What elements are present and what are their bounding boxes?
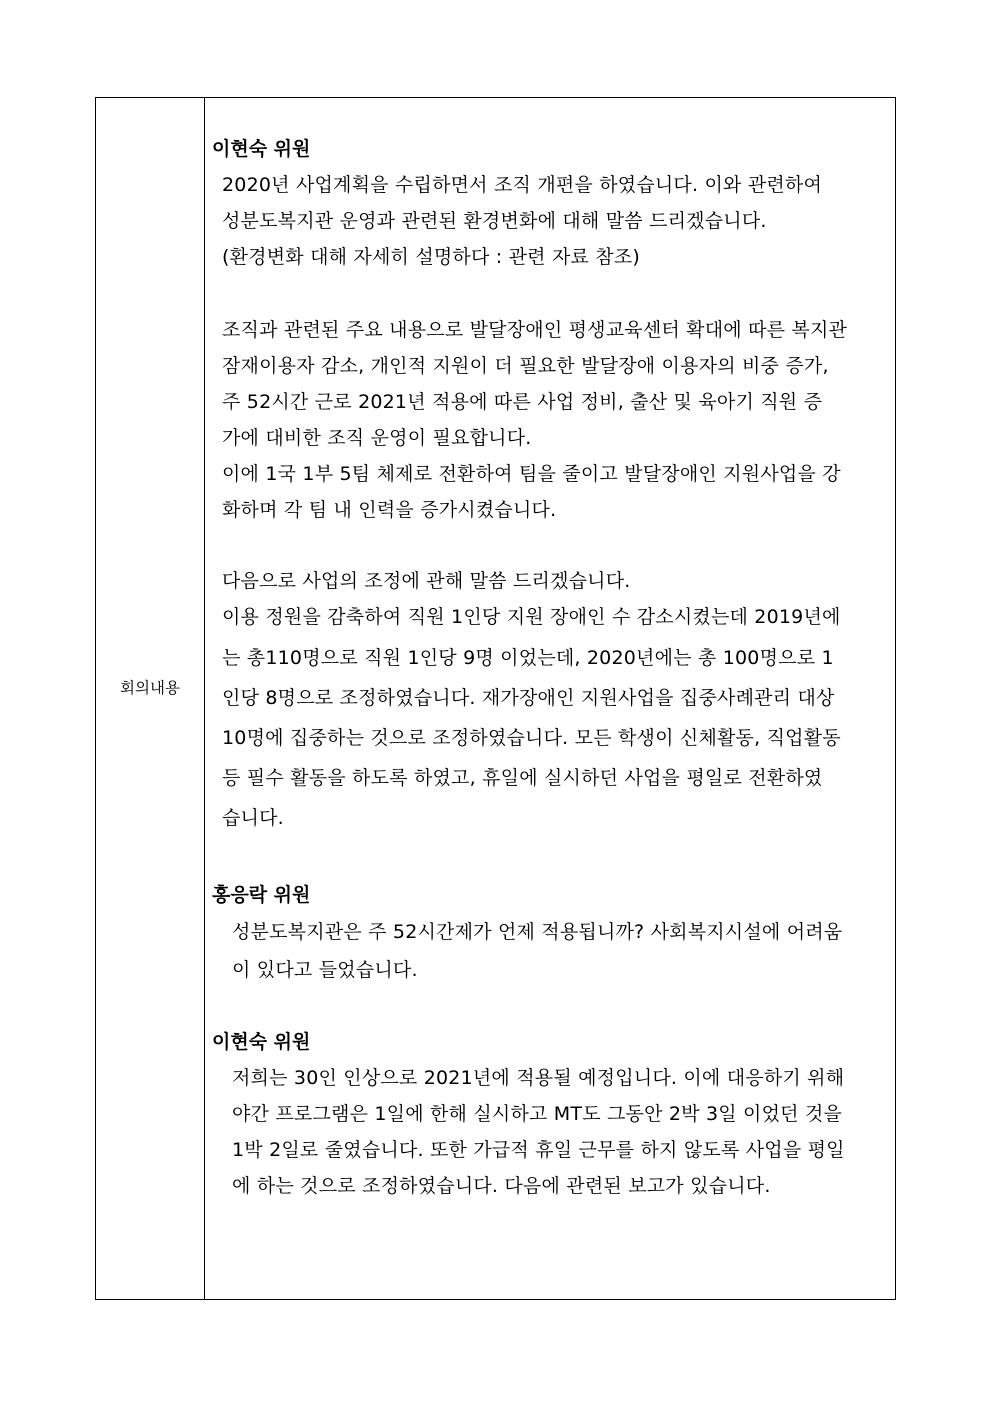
- speaker-name: 홍응락 위원: [212, 884, 311, 906]
- row-label: 회의내용: [120, 679, 180, 697]
- speaker-name: 이현숙 위원: [212, 138, 311, 160]
- text-line: 저희는 30인 인상으로 2021년에 적용될 예정입니다. 이에 대응하기 위해: [232, 1067, 845, 1089]
- text-line: 이에 1국 1부 5팀 체제로 전환하여 팀을 줄이고 발달장애인 지원사업을 강: [222, 463, 841, 485]
- minutes-content: [96, 98, 897, 1299]
- text-line: 1박 2일로 줄였습니다. 또한 가급적 휴일 근무를 하지 않도록 사업을 평일: [232, 1139, 845, 1161]
- text-line: 에 하는 것으로 조정하였습니다. 다음에 관련된 보고가 있습니다.: [232, 1175, 771, 1197]
- text-line: 주 52시간 근로 2021년 적용에 따른 사업 정비, 출산 및 육아기 직원 증: [222, 391, 823, 413]
- text-line: 성분도복지관 운영과 관련된 환경변화에 대해 말씀 드리겠습니다.: [222, 210, 767, 232]
- text-line: 2020년 사업계획을 수립하면서 조직 개편을 하였습니다. 이와 관련하여: [222, 174, 823, 196]
- text-line: 가에 대비한 조직 운영이 필요합니다.: [222, 427, 532, 449]
- text-line: 이 있다고 들었습니다.: [232, 959, 418, 981]
- minutes-table: [95, 97, 896, 1300]
- text-line: 이용 정원을 감축하여 직원 1인당 지원 장애인 수 감소시켰는데 2019년에: [222, 606, 841, 628]
- text-line: 는 총110명으로 직원 1인당 9명 이었는데, 2020년에는 총 100명으로 1: [222, 647, 834, 669]
- text-line: 야간 프로그램은 1일에 한해 실시하고 MT도 그동안 2박 3일 이었던 것을: [232, 1103, 843, 1125]
- text-line: 조직과 관련된 주요 내용으로 발달장애인 평생교육센터 확대에 따른 복지관: [222, 319, 848, 341]
- text-line: 인당 8명으로 조정하였습니다. 재가장애인 지원사업을 집중사례관리 대상: [222, 687, 835, 709]
- text-line: 잠재이용자 감소, 개인적 지원이 더 필요한 발달장애 이용자의 비중 증가,: [222, 355, 829, 377]
- speaker-name: 이현숙 위원: [212, 1031, 311, 1053]
- text-line: 화하며 각 팀 내 인력을 증가시켰습니다.: [222, 499, 557, 521]
- text-line: 10명에 집중하는 것으로 조정하였습니다. 모든 학생이 신체활동, 직업활동: [222, 727, 841, 749]
- text-line: 성분도복지관은 주 52시간제가 언제 적용됩니까? 사회복지시설에 어려움: [232, 921, 843, 943]
- text-line: 습니다.: [222, 807, 284, 829]
- text-line: 등 필수 활동을 하도록 하였고, 휴일에 실시하던 사업을 평일로 전환하였: [222, 767, 823, 789]
- text-line: 다음으로 사업의 조정에 관해 말씀 드리겠습니다.: [222, 570, 631, 592]
- text-line: (환경변화 대해 자세히 설명하다 : 관련 자료 참조): [222, 246, 641, 268]
